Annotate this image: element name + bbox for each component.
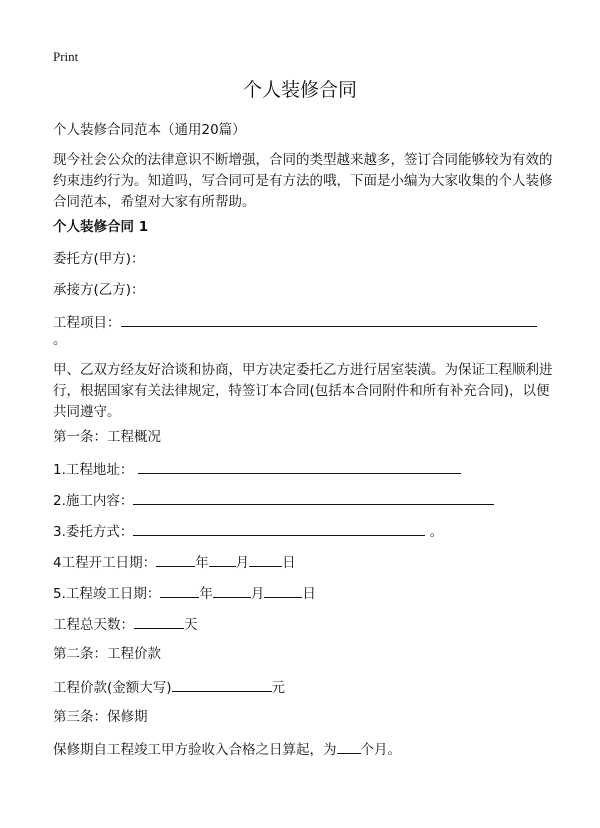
- month-label: 月: [250, 586, 265, 602]
- end-year-blank: [160, 582, 199, 598]
- warranty-blank: [337, 738, 361, 754]
- end-date-label: 5.工程竣工日期：: [53, 586, 161, 602]
- end-day-blank: [264, 582, 302, 598]
- section-heading: 个人装修合同 1: [53, 219, 149, 235]
- article-2-heading: 第二条：工程价款: [53, 646, 161, 662]
- price-blank: [172, 676, 272, 692]
- total-days-line: [53, 613, 198, 636]
- total-days-label: 工程总天数：: [53, 617, 134, 633]
- total-days-blank: [134, 613, 184, 629]
- address-line: [53, 458, 461, 481]
- party-a-line: 委托方(甲方)：: [53, 251, 145, 267]
- year-label: 年: [195, 555, 209, 571]
- start-day-blank: [249, 551, 282, 567]
- end-date-line: [53, 582, 316, 605]
- content-label: 2.施工内容：: [53, 493, 134, 509]
- print-link[interactable]: Print: [53, 49, 79, 64]
- start-date-line: [53, 551, 296, 574]
- address-blank: [138, 458, 461, 474]
- method-line: [53, 520, 443, 543]
- year-label: 年: [199, 586, 213, 602]
- warranty-label: 保修期自工程竣工甲方验收入合格之日算起，为: [53, 742, 337, 758]
- day-label: 日: [302, 586, 316, 602]
- method-label: 3.委托方式：: [53, 524, 134, 540]
- price-line: [53, 676, 285, 699]
- agreement-paragraph: 甲、乙双方经友好洽谈和协商，甲方决定委托乙方进行居室装潢。为保证工程顺利进行，根据国家有关法律规定，特签订本合同(包括本合同附件和所有补充合同)，以便共同遵守。: [53, 362, 553, 420]
- start-date-label: 4工程开工日期：: [53, 555, 157, 571]
- start-month-blank: [209, 551, 236, 567]
- start-year-blank: [156, 551, 195, 567]
- price-label: 工程价款(金额大写): [53, 680, 172, 696]
- content-blank: [133, 489, 494, 505]
- method-period: 。: [429, 524, 444, 540]
- party-b-line: 承接方(乙方)：: [53, 282, 145, 298]
- project-label: 工程项目：: [53, 315, 121, 331]
- subtitle: 个人装修合同范本（通用20篇）: [53, 122, 246, 138]
- warranty-unit: 个月。: [360, 742, 401, 758]
- project-line: [53, 311, 537, 334]
- end-month-blank: [213, 582, 251, 598]
- yuan-unit: 元: [271, 680, 286, 696]
- intro-paragraph: 现今社会公众的法律意识不断增强，合同的类型越来越多，签订合同能够较为有效的约束违约行为。知道吗，写合同可是有方法的哦，下面是小编为大家收集的个人装修合同范本，希望对大家有所帮助。: [53, 152, 553, 210]
- method-blank: [133, 520, 425, 536]
- content-line: [53, 489, 494, 512]
- article-3-heading: 第三条：保修期: [53, 709, 148, 725]
- article-1-heading: 第一条：工程概况: [53, 429, 161, 445]
- period-mark: 。: [53, 332, 67, 348]
- day-label: 日: [282, 555, 296, 571]
- project-blank: [121, 311, 537, 327]
- warranty-line: [53, 738, 401, 761]
- day-unit: 天: [184, 617, 198, 633]
- month-label: 月: [235, 555, 250, 571]
- page-title: 个人装修合同: [242, 79, 357, 101]
- address-label: 1.工程地址：: [53, 462, 134, 478]
